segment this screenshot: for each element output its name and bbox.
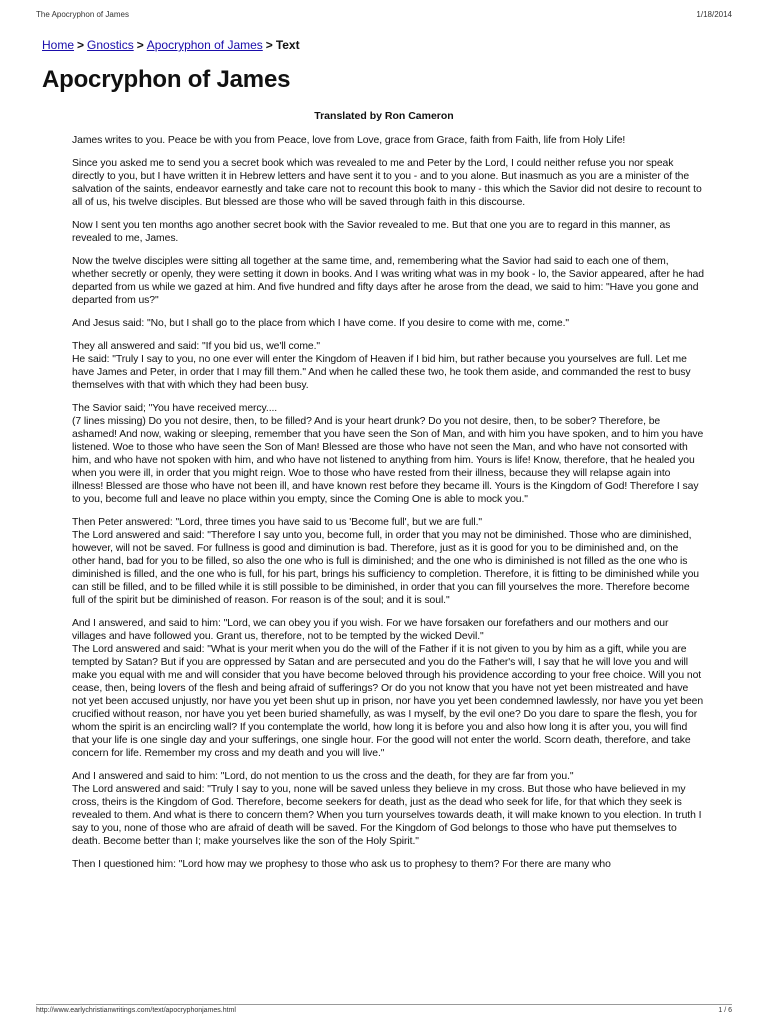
paragraph-line: The Lord answered and said: "Therefore I say unto you, become full, in order that you may not be diminished. Those who are diminished, however, will not be saved. For fullness is good and diminution is bad. Therefore, just as it is good for you to be diminished and, on the other hand, bad for you to be filled, so also the one who is full is diminished; and the one who is diminished is not filled as the one who is diminished is filled, and the one who is full, for his part, brings his sufficiency to completion. Therefore, it is fitting to be diminished while you can still be filled, and to be filled while it is still possible to be diminished, in order that you can fill yourselves the more. Therefore become full of the spirit but be diminished of reason. For reason is of the soul; and it is soul.": [72, 530, 699, 606]
paragraph-line: And Jesus said: "No, but I shall go to the place from which I have come. If you desire to come with me, come.": [72, 318, 569, 329]
paragraph-line: Since you asked me to send you a secret book which was revealed to me and Peter by the Lord, I could neither refuse you nor speak directly to you, but I have written it in Hebrew letters and have sent it to you - and to you alone. But inasmuch as you are a minister of the salvation of the saints, endeavor earnestly and take care not to recount this book to many - this which the Savior did not desire to recount to all of us, his twelve disciples. But blessed are those who will be saved through faith in this discourse.: [72, 158, 702, 208]
paragraph-line: The Lord answered and said: "Truly I say to you, none will be saved unless they believe in my cross. But those who have believed in my cross, theirs is the Kingdom of God. Therefore, become seekers for death, just as the dead who seek for life, for that which they seek is revealed to them. And what is there to concern them? When you turn yourselves towards death, it will make known to you election. In truth I say to you, none of those who are afraid of death will be saved. For the Kingdom of God belongs to those who have put themselves to death. Become better than I; make yourselves like the son of the Holy Spirit.": [72, 784, 702, 847]
paragraph: [72, 516, 704, 607]
paragraph-line: (7 lines missing) Do you not desire, then, to be filled? And is your heart drunk? Do you not desire, then, to be sober? Therefore, be ashamed! And now, waking or sleeping, remember that you have seen the Son of Man, and with him you have spoken, and to him you have listened. Woe to those who have seen the Son of Man! Blessed are those who have not seen the Man, and who have not consorted with him, and who have not spoken with him, and who have not listened to anything from him. Yours is life! Know, therefore, that he healed you when you were ill, in order that you might reign. Woe to those who have rested from their illness, because they will relapse again into illness! Blessed are those who have not been ill, and have known rest before they became ill. Yours is the Kingdom of God! Therefore I say to you, become full and leave no place within you empty, since the Coming One is able to mock you.": [72, 416, 704, 505]
paragraph-line: James writes to you. Peace be with you from Peace, love from Love, grace from Grace, faith from Faith, life from Holy Life!: [72, 135, 626, 146]
breadcrumb-separator: >: [265, 38, 273, 52]
print-header: [36, 8, 732, 20]
breadcrumb-separator: >: [77, 38, 85, 52]
print-footer: [36, 1004, 732, 1014]
paragraph-line: Then Peter answered: "Lord, three times you have said to us 'Become full', but we are full.": [72, 517, 483, 528]
paragraph-line: The Savior said; "You have received mercy....: [72, 403, 278, 414]
paragraph: [72, 157, 704, 209]
breadcrumb: [42, 38, 300, 52]
paragraph: [72, 219, 704, 245]
breadcrumb-apocryphon-link[interactable]: Apocryphon of James: [146, 38, 263, 52]
translator-credit: Translated by Ron Cameron: [314, 110, 454, 122]
paragraph: [72, 402, 704, 506]
paragraph: [72, 770, 704, 848]
paragraph-line: And I answered, and said to him: "Lord, we can obey you if you wish. For we have forsaken our forefathers and our mothers and our villages and have followed you. Grant us, therefore, not to be tempted by the wicked Devil.": [72, 618, 669, 642]
paragraph-line: Now the twelve disciples were sitting all together at the same time, and, remembering what the Savior had said to each one of them, whether secretly or openly, they were setting it down in books. And I was writing what was in my book - lo, the Savior appeared, after he had departed from us while we gazed at him. And five hundred and fifty days after he arose from the dead, we said to him: "Have you gone and departed from us?": [72, 256, 704, 306]
print-header-title: The Apocryphon of James: [36, 9, 129, 19]
breadcrumb-separator: >: [136, 38, 144, 52]
paragraph-line: They all answered and said: "If you bid us, we'll come.": [72, 341, 321, 352]
paragraph: [72, 317, 704, 330]
paragraph: [72, 255, 704, 307]
paragraph: [72, 617, 704, 760]
paragraph: [72, 134, 704, 147]
paragraph-line: Then I questioned him: "Lord how may we prophesy to those who ask us to prophesy to them? For there are many who: [72, 859, 611, 870]
breadcrumb-gnostics-link[interactable]: Gnostics: [87, 38, 134, 52]
paragraph: [72, 858, 704, 871]
paragraph-line: He said: "Truly I say to you, no one ever will enter the Kingdom of Heaven if I bid him, but rather because you yourselves are full. Let me have James and Peter, in order that I may fill them." And when he called these two, he took them aside, and commanded the rest to busy themselves with that with which they had been busy.: [72, 354, 691, 391]
breadcrumb-home-link[interactable]: Home: [42, 38, 75, 52]
page-title: Apocryphon of James: [42, 66, 291, 93]
paragraph-line: The Lord answered and said: "What is your merit when you do the will of the Father if it is not given to you by him as a gift, while you are tempted by Satan? But if you are oppressed by Satan and are persecuted and you do the Father's will, I say that he will love you and will make you equal with me and will consider that you have become beloved through his providence according to your free choice. Will you not cease, then, being lovers of the flesh and being afraid of sufferings? Or do you not know that you have not yet been mistreated and have not yet been accused unjustly, nor have you yet been shut up in prison, nor have you yet been condemned lawlessly, nor have you yet been crucified without reason, nor have you yet been buried shamefully, as was I myself, by the evil one? Do you dare to spare the flesh, you for whom the spirit is an encircling wall? If you contemplate the world, how long it is before you and also how long it is after you, you will find that your life is one single day and your sufferings, one single hour. For the good will not enter the world. Scorn death, therefore, and take concern for life. Remember my cross and my death and you will live.": [72, 644, 704, 759]
print-footer-url: http://www.earlychristianwritings.com/text/apocryphonjames.html: [36, 1007, 236, 1014]
paragraph-line: Now I sent you ten months ago another secret book with the Savior revealed to me. But that one you are to regard in this manner, as revealed to me, James.: [72, 220, 671, 244]
breadcrumb-current: Text: [275, 38, 300, 52]
paragraph: [72, 340, 704, 392]
document-body: [72, 134, 704, 982]
print-header-date: 1/18/2014: [696, 9, 732, 19]
paragraph-line: And I answered and said to him: "Lord, do not mention to us the cross and the death, for they are far from you.": [72, 771, 574, 782]
print-footer-page-number: 1 / 6: [718, 1007, 732, 1014]
